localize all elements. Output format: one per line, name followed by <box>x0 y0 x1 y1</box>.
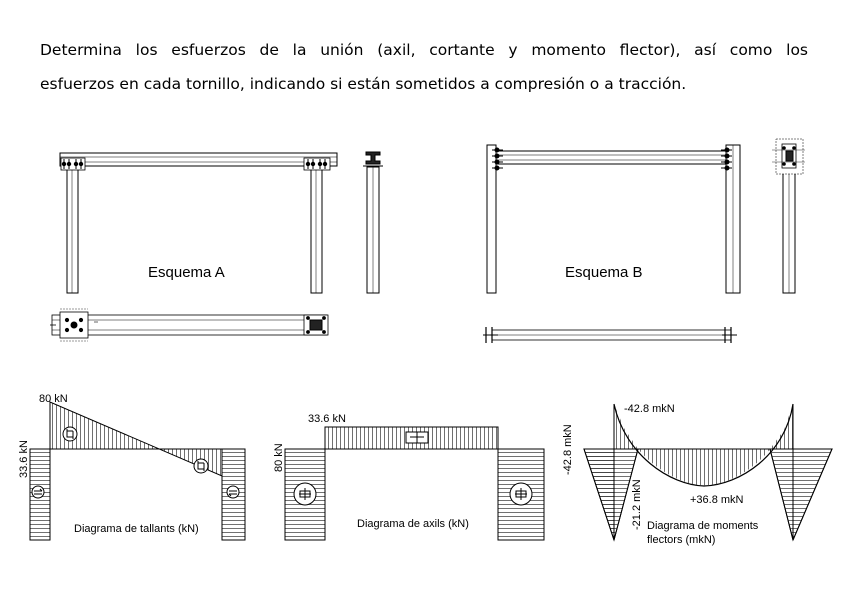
scheme-b <box>483 139 805 343</box>
moment-end-value: -42.8 mkN <box>624 403 675 415</box>
scheme-b-plan-view <box>483 327 737 343</box>
scheme-b-side-view <box>772 139 805 293</box>
moment-beam-sagging-area <box>638 449 770 486</box>
scheme-a-side-view <box>363 152 383 293</box>
shear-caption: Diagrama de tallants (kN) <box>74 523 199 535</box>
moment-side-value: -42.8 mkN <box>562 424 574 475</box>
scheme-a-right-bolts <box>304 158 330 170</box>
moment-diagram <box>562 403 832 546</box>
statement-line-1: Determina los esfuerzos de la unión (axil, cortante y momento flector), así como los <box>40 41 808 59</box>
shear-diagram <box>18 393 245 540</box>
scheme-a-plan-view <box>50 309 328 341</box>
moment-mid-value: +36.8 mkN <box>690 494 744 506</box>
scheme-a-left-bolts <box>61 158 85 170</box>
moment-caption-line-1: Diagrama de moments <box>647 520 759 532</box>
moment-caption-line-2: flectors (mkN) <box>647 534 716 546</box>
scheme-b-label: Esquema B <box>565 264 643 281</box>
moment-beam-ends-right <box>770 404 793 449</box>
scheme-a-label: Esquema A <box>148 264 225 281</box>
scheme-a <box>50 152 383 341</box>
axial-beam-value: 33.6 kN <box>308 413 346 425</box>
axial-caption: Diagrama de axils (kN) <box>357 518 469 530</box>
statement-line-2: esfuerzos en cada tornillo, indicando si están sometidos a compresión o a tracción. <box>40 75 687 93</box>
shear-top-value: 80 kN <box>39 393 68 405</box>
axial-diagram <box>273 413 544 540</box>
axial-side-value: 80 kN <box>273 443 285 472</box>
shear-side-value: 33.6 kN <box>18 440 30 478</box>
moment-column-value: -21.2 mkN <box>631 479 643 530</box>
